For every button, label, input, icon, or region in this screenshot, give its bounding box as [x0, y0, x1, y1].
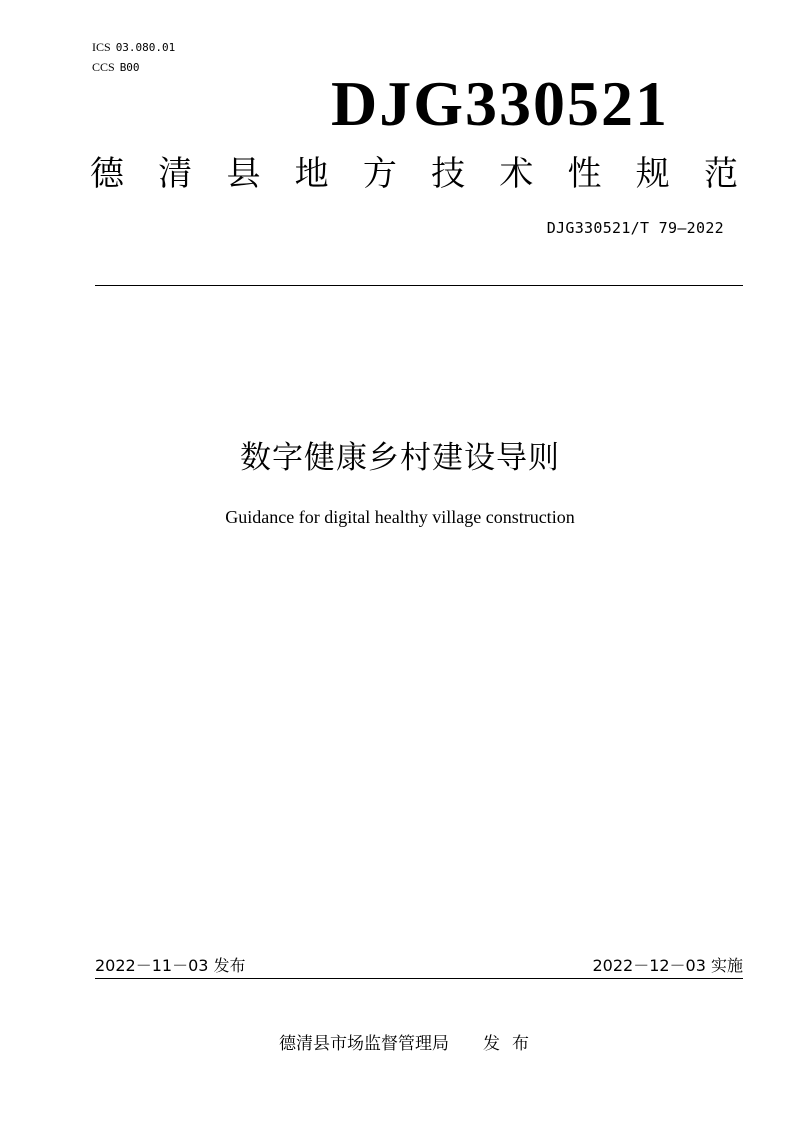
category-char: 术 [499, 154, 534, 194]
publish-date: 2022－11－03 发布 [95, 956, 246, 975]
standard-code: DJG330521 [331, 68, 669, 139]
category-char: 范 [703, 154, 738, 194]
issuer-name: 德清县市场监督管理局 [279, 1034, 449, 1054]
category-char: 县 [226, 154, 261, 194]
top-divider [95, 285, 743, 286]
ics-value: 03.080.01 [115, 41, 176, 54]
implement-date: 2022－12－03 实施 [592, 956, 743, 975]
ics-label: ICS [92, 40, 111, 54]
document-title-chinese: 数字健康乡村建设导则 [240, 440, 560, 476]
bottom-divider [95, 978, 743, 979]
document-title-english: Guidance for digital healthy village construction [225, 507, 575, 527]
standard-category [90, 152, 738, 196]
category-char: 德 [90, 154, 124, 194]
category-char: 地 [294, 154, 329, 194]
category-char: 清 [158, 154, 193, 194]
ics-classification [92, 40, 175, 55]
category-char: 方 [362, 154, 397, 194]
category-char: 性 [567, 154, 602, 194]
issuer-line [0, 1032, 800, 1056]
category-char: 技 [431, 154, 466, 194]
category-char: 规 [635, 154, 670, 194]
issuer-action: 发布 [483, 1034, 541, 1054]
ccs-label: CCS [92, 60, 115, 74]
standard-number: DJG330521/T 79—2022 [546, 219, 724, 237]
ccs-value: B00 [119, 61, 140, 74]
